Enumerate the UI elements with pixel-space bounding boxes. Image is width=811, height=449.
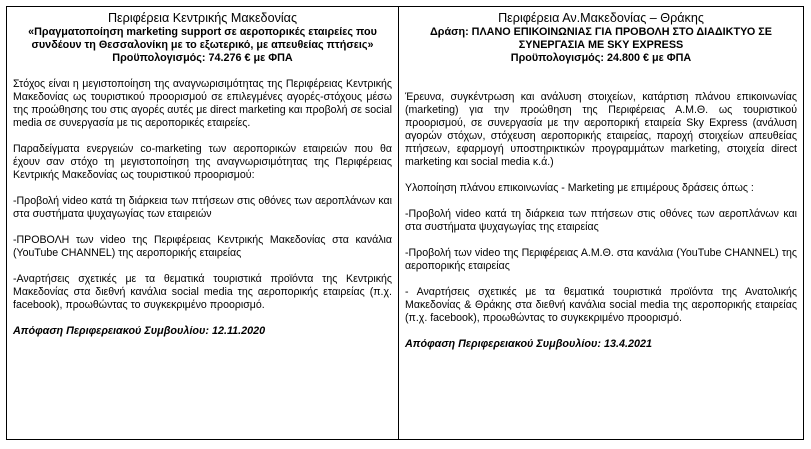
left-header xyxy=(13,11,392,65)
left-decision: Απόφαση Περιφερειακού Συμβουλίου: 12.11.2020 xyxy=(13,325,266,337)
right-column xyxy=(399,7,803,439)
left-paragraph: -ΠΡΟΒΟΛΗ των video της Περιφέρειας Κεντρικής Μακεδονίας στα κανάλια (YouTube CHANNEL) της αεροπορικής εταιρείας xyxy=(13,234,392,259)
right-decision: Απόφαση Περιφερειακού Συμβουλίου: 13.4.2021 xyxy=(405,338,652,350)
left-budget: Προϋπολογισμός: 74.276 € με ΦΠΑ xyxy=(112,52,293,64)
right-paragraph: - Αναρτήσεις σχετικές με τα θεματικά τουριστικά προϊόντα της Ανατολικής Μακεδονίας & Θράκης στα διεθνή κανάλια social media της αεροπορικής εταιρείας (π.χ. facebook), προωθώντας το συγκεκριμένο προορισμό. xyxy=(405,286,797,324)
right-region-title: Περιφέρεια Αν.Μακεδονίας – Θράκης xyxy=(498,11,704,25)
left-paragraph: Στόχος είναι η μεγιστοποίηση της αναγνωρισιμότητας της Περιφέρειας Κεντρικής Μακεδονίας ως τουριστικού προορισμού σε επιλεγμένες αγορές-στόχους μέσω της προώθησης του στις αγορές αυτές με direct marketing και προβολή σε social media σε συνεργασία με τις αεροπορικές εταιρείες. xyxy=(13,78,392,129)
right-header xyxy=(405,11,797,65)
right-paragraph: Έρευνα, συγκέντρωση και ανάλυση στοιχείων, κατάρτιση πλάνου επικοινωνίας (marketing) για την προώθηση της Περιφέρειας Α.Μ.Θ. ως τουριστικού προορισμού, σε συνεργασία με την αεροπορική εταιρεία Sky Express (ανάλυση αγορών στόχων, στόχευση αεροπορικής εταιρείας, παροχή στοιχείων απευθείας πτήσεων, εφαρμογή υποστηρικτικών προγραμμάτων marketing, στοιχεία direct marketing και social media κ.ά.) xyxy=(405,91,797,168)
left-subtitle: «Πραγματοποίηση marketing support σε αεροπορικές εταιρείες που συνδέουν τη Θεσσαλονίκη με το εξωτερικό, με απευθείας πτήσεις» xyxy=(28,26,377,51)
right-paragraph: -Προβολή των video της Περιφέρειας Α.Μ.Θ. στα κανάλια (YouTube CHANNEL) της αεροπορικής εταιρείας xyxy=(405,247,797,272)
right-paragraph: Υλοποίηση πλάνου επικοινωνίας - Marketing με επιμέρους δράσεις όπως : xyxy=(405,182,754,194)
right-budget: Προϋπολογισμός: 24.800 € με ΦΠΑ xyxy=(510,52,692,64)
comparison-table xyxy=(6,6,804,440)
right-body xyxy=(405,65,797,351)
left-paragraph: -Προβολή video κατά τη διάρκεια των πτήσεων στις οθόνες των αεροπλάνων και στα συστήματα ψυχαγωγίας των εταιρειών xyxy=(13,195,392,220)
right-paragraph: -Προβολή video κατά τη διάρκεια των πτήσεων στις οθόνες των αεροπλάνων και στα συστήματα ψυχαγωγίας της εταιρείας xyxy=(405,208,797,233)
left-body xyxy=(13,65,392,338)
left-region-title: Περιφέρεια Κεντρικής Μακεδονίας xyxy=(107,11,298,25)
left-column xyxy=(7,7,399,439)
left-paragraph: -Αναρτήσεις σχετικές με τα θεματικά τουριστικά προϊόντα της Κεντρικής Μακεδονίας στα διεθνή κανάλια social media της αεροπορικής εταιρείας (π.χ. facebook), προωθώντας το συγκεκριμένο προορισμό. xyxy=(13,273,392,311)
left-paragraph: Παραδείγματα ενεργειών co-marketing των αεροπορικών εταιρειών που θα έχουν σαν στόχο τη μεγιστοποίηση της αναγνωρισιμότητας της Περιφέρειας Κεντρικής Μακεδονίας ως τουριστικού προορισμού: xyxy=(13,143,392,181)
right-subtitle: Δράση: ΠΛΑΝΟ ΕΠΙΚΟΙΝΩΝΙΑΣ ΓΙΑ ΠΡΟΒΟΛΗ ΣΤΟ ΔΙΑΔΙΚΤΥΟ ΣΕ ΣΥΝΕΡΓΑΣΙΑ ΜΕ SKY EXPRESS xyxy=(430,26,772,51)
